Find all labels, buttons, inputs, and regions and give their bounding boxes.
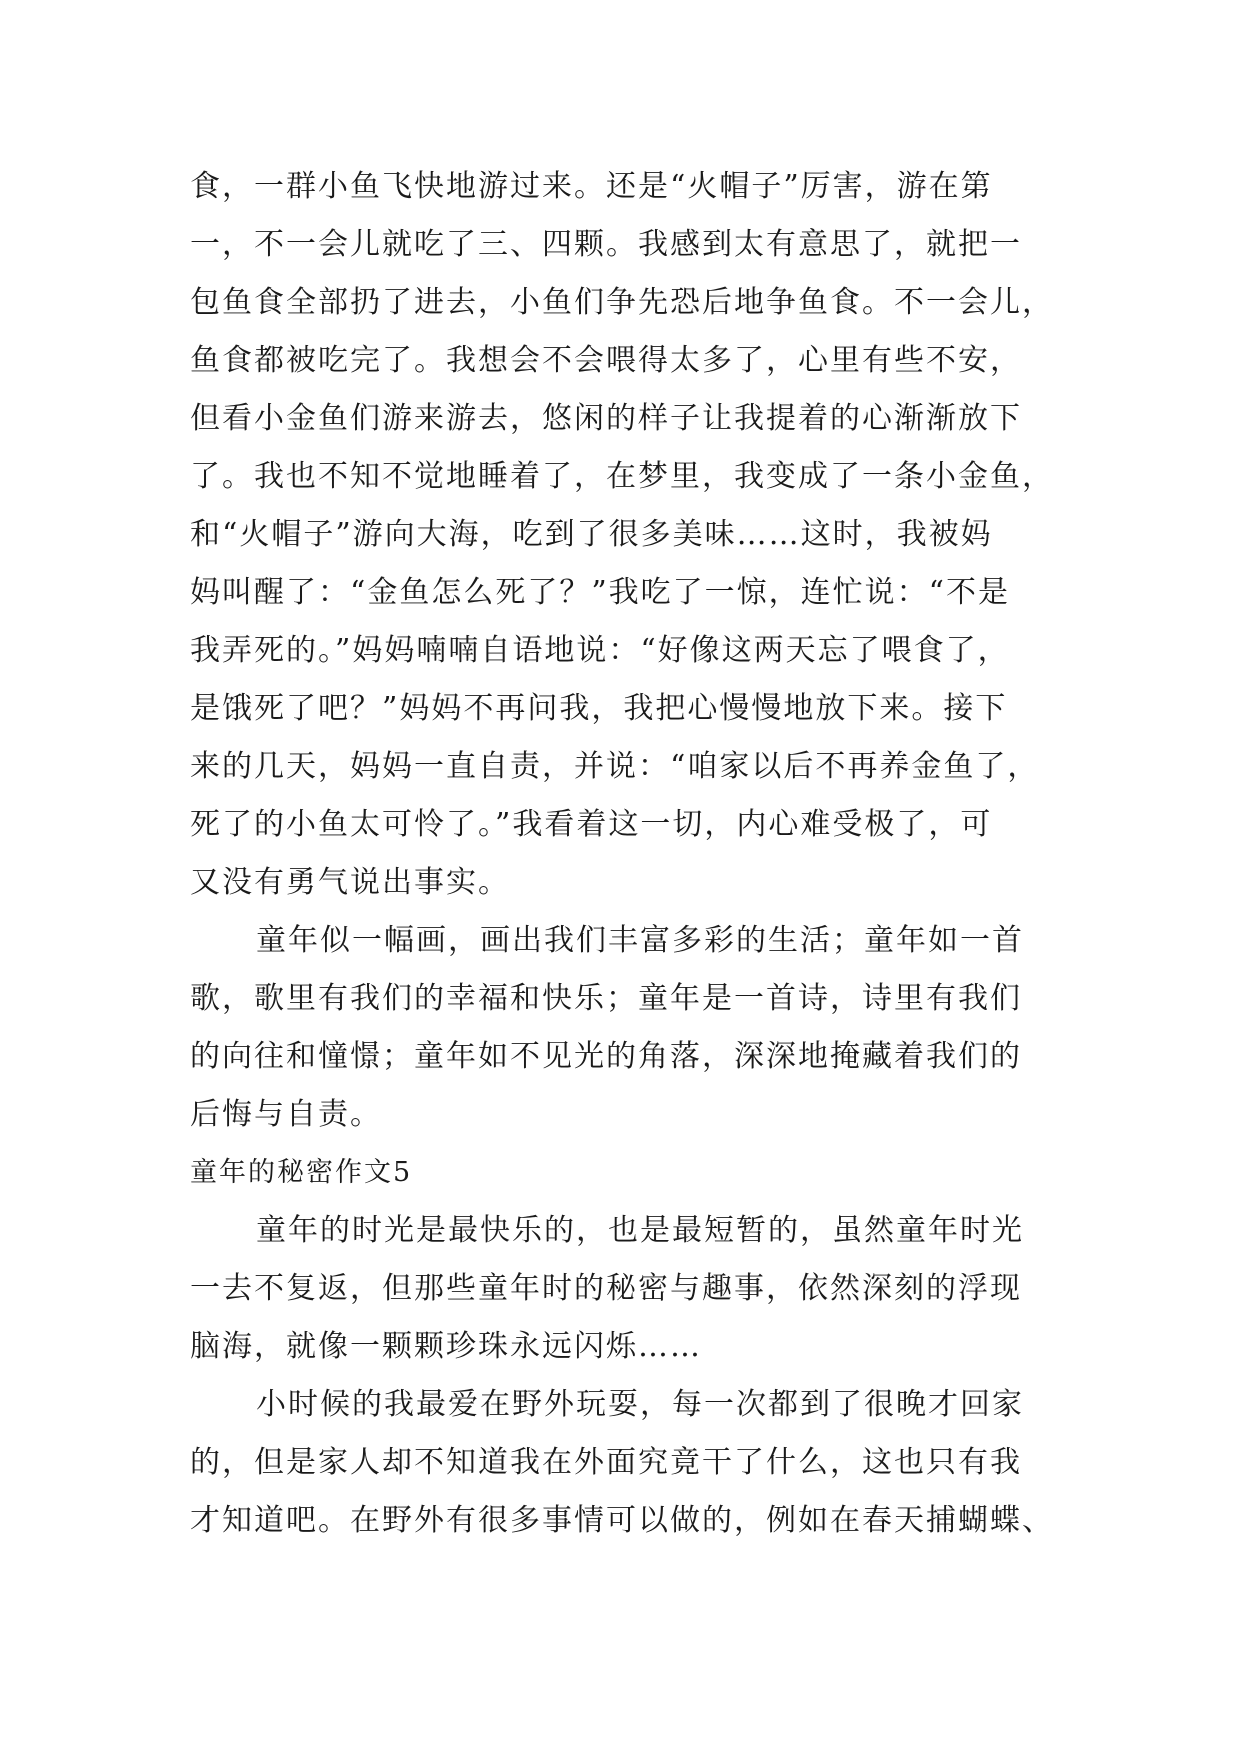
text-line: 一去不复返，但那些童年时的秘密与趣事，依然深刻的浮现 [190, 1271, 1022, 1306]
text-line: 妈叫醒了：“金鱼怎么死了？”我吃了一惊，连忙说：“不是 [190, 575, 1011, 610]
text-line: 童年似一幅画，画出我们丰富多彩的生活；童年如一首 [256, 923, 1024, 958]
text-line: 又没有勇气说出事实。 [190, 865, 510, 900]
text-line: 了。我也不知不觉地睡着了，在梦里，我变成了一条小金鱼， [190, 459, 1054, 494]
paragraph-4 [190, 1376, 1054, 1550]
text-line: 和“火帽子”游向大海，吃到了很多美味……这时，我被妈 [190, 517, 993, 552]
text-line: 鱼食都被吃完了。我想会不会喂得太多了，心里有些不安， [190, 343, 1022, 378]
text-line: 童年的时光是最快乐的，也是最短暂的，虽然童年时光 [256, 1213, 1024, 1248]
text-line: 才知道吧。在野外有很多事情可以做的，例如在春天捕蝴蝶、 [190, 1503, 1054, 1538]
text-line: 一，不一会儿就吃了三、四颗。我感到太有意思了，就把一 [190, 227, 1022, 262]
text-line: 歌，歌里有我们的幸福和快乐；童年是一首诗，诗里有我们 [190, 981, 1022, 1016]
document-body [190, 158, 1054, 1550]
section-heading: 童年的秘密作文5 [190, 1157, 413, 1188]
text-line: 的向往和憧憬；童年如不见光的角落，深深地掩藏着我们的 [190, 1039, 1022, 1074]
text-line: 来的几天，妈妈一直自责，并说：“咱家以后不再养金鱼了， [190, 749, 1040, 784]
paragraph-2 [190, 912, 1050, 1144]
text-line: 死了的小鱼太可怜了。”我看着这一切，内心难受极了，可 [190, 807, 993, 842]
paragraph-1 [190, 158, 1054, 912]
text-line: 脑海，就像一颗颗珍珠永远闪烁…… [190, 1329, 702, 1364]
text-line: 小时候的我最爱在野外玩耍，每一次都到了很晚才回家 [256, 1387, 1024, 1422]
paragraph-3 [190, 1202, 1050, 1376]
text-line: 我弄死的。”妈妈喃喃自语地说：“好像这两天忘了喂食了， [190, 633, 1010, 668]
text-line: 食，一群小鱼飞快地游过来。还是“火帽子”厉害，游在第 [190, 169, 993, 204]
text-line: 但看小金鱼们游来游去，悠闲的样子让我提着的心渐渐放下 [190, 401, 1022, 436]
text-line: 的，但是家人却不知道我在外面究竟干了什么，这也只有我 [190, 1445, 1022, 1480]
text-line: 后悔与自责。 [190, 1097, 382, 1132]
text-line: 包鱼食全部扔了进去，小鱼们争先恐后地争鱼食。不一会儿， [190, 285, 1054, 320]
text-line: 是饿死了吧？”妈妈不再问我，我把心慢慢地放下来。接下 [190, 691, 1008, 726]
